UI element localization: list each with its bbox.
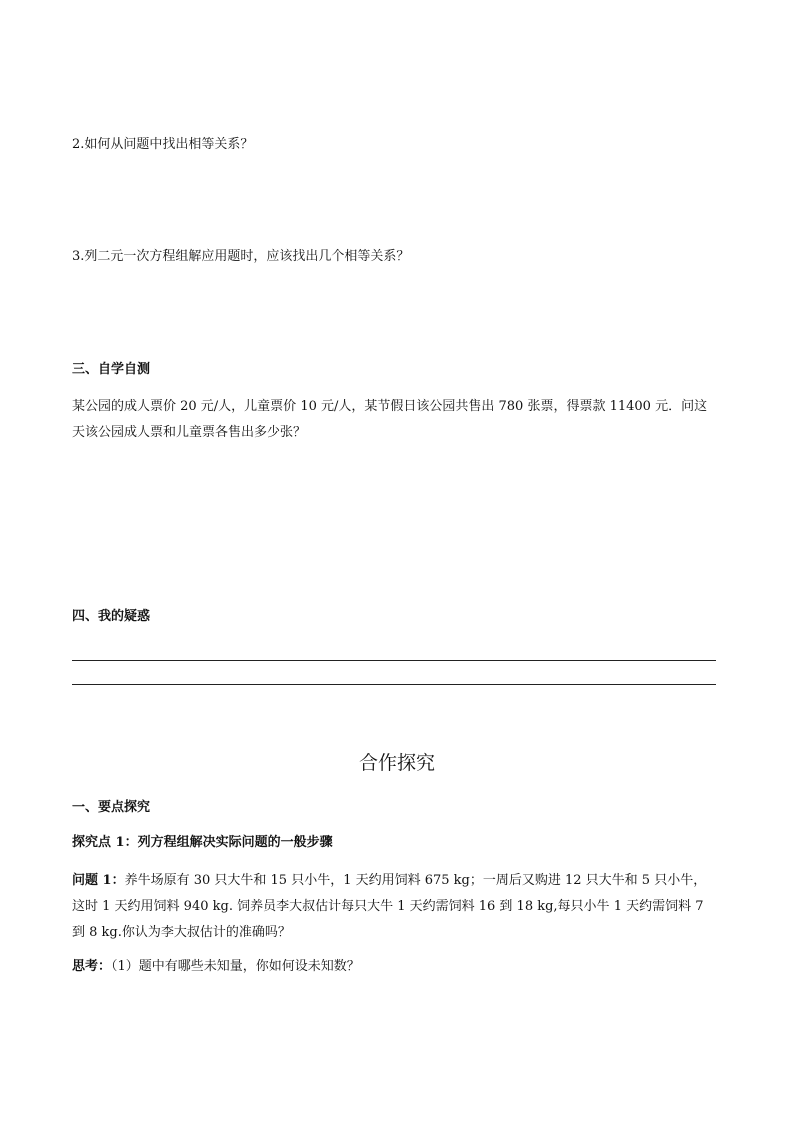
answer-line-1 [72, 660, 716, 661]
cooperative-title: 合作探究 [358, 752, 435, 774]
problem-1 [72, 868, 722, 946]
problem-1-line-2: 这时 1 天约用饲料 940 kg. 饲养员李大叔估计每只大牛 1 天约需饲料 16 到 18 kg,每只小牛 1 天约需饲料 7 [72, 899, 704, 914]
question-2: 2.如何从问题中找出相等关系？ [72, 137, 254, 152]
problem-1-line-3: 到 8 kg.你认为李大叔估计的准确吗？ [72, 925, 291, 940]
think-text: （1）题中有哪些未知量，你如何设未知数？ [111, 959, 360, 974]
think-question [72, 959, 360, 975]
self-test-problem [72, 394, 722, 446]
self-test-line-2: 天该公园成人票和儿童票各售出多少张？ [72, 425, 307, 440]
point-1-heading: 探究点 1：列方程组解决实际问题的一般步骤 [72, 835, 333, 850]
think-label: 思考： [72, 959, 112, 974]
problem-1-label: 问题 1： [72, 873, 125, 888]
section-3-heading: 三、自学自测 [72, 362, 151, 377]
problem-1-text: 养牛场原有 30 只大牛和 15 只小牛，1 天约用饲料 675 kg；一周后又购进 12 只大牛和 5 只小牛， [124, 873, 707, 888]
question-3: 3.列二元一次方程组解应用题时，应该找出几个相等关系？ [72, 249, 410, 264]
problem-1-line-1 [72, 868, 722, 894]
section-4-heading: 四、我的疑惑 [72, 609, 151, 624]
key-points-heading: 一、要点探究 [72, 800, 151, 815]
answer-line-2 [72, 684, 716, 685]
self-test-line-1: 某公园的成人票价 20 元/人，儿童票价 10 元/人，某节假日该公园共售出 780 张票，得票款 11400 元．问这 [72, 399, 708, 414]
